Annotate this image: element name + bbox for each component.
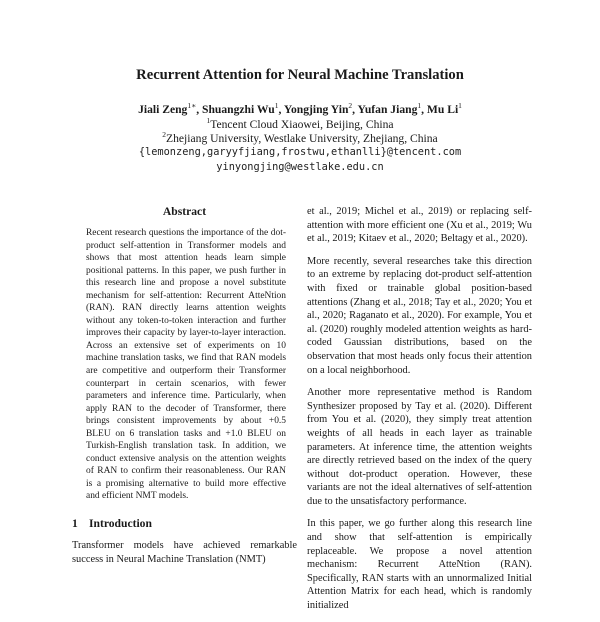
author-name: Yufan Jiang	[357, 102, 418, 116]
affiliation-2	[0, 130, 600, 145]
author-name: Mu Li	[426, 102, 459, 116]
author-mark: 2	[348, 101, 353, 110]
author-name: Shuangzhi Wu	[202, 102, 275, 116]
right-column	[307, 205, 532, 622]
body-paragraph: et al., 2019; Michel et al., 2019) or replacing self-attention with more efficient one (Xu et al., 2019; Wu et al., 2019; Kitaev et al., 2020; Beltagy et al., 2020).	[307, 206, 532, 245]
section-title: Introduction	[89, 517, 152, 531]
body-paragraph: More recently, several researches take this direction to an extreme by replacing dot-product self-attention with fixed or trainable global position-based attentions (Zhang et al., 2018; Tay et al., 2020; You et al., 2020; Raganato et al., 2020). For example, You et al. (2020) roughly modeled attention weights as hard-coded Gaussian distributions, based on the observation that most heads only focus their attention on a local neighborhood.	[307, 255, 532, 376]
email-line-2: yinyongjing@westlake.edu.cn	[216, 161, 384, 173]
author-mark: 1	[417, 101, 422, 110]
affiliation-mark: 2	[162, 130, 167, 139]
section-heading-introduction	[72, 517, 297, 530]
email-line-1: {lemonzeng,garyyfjiang,frostwu,ethanlli}@tencent.com	[138, 146, 462, 158]
body-paragraph: In this paper, we go further along this research line and show that self-attention is empirically replaceable. We propose a novel attention mechanism: Recurrent AtteNtion (RAN). Specifically, RAN starts with an unnormalized Initial Attention Matrix for each head, which is randomly initialized	[307, 518, 532, 612]
section-number: 1	[72, 517, 78, 531]
author-name: Yongjing Yin	[283, 102, 349, 116]
author-name: Jiali Zeng	[138, 102, 188, 116]
left-column	[72, 205, 297, 575]
affiliation-1	[0, 116, 600, 131]
paper-title: Recurrent Attention for Neural Machine Translation	[136, 67, 464, 83]
affiliation-text: Zhejiang University, Westlake University, Zhejiang, China	[166, 131, 438, 145]
author-list: Jiali Zeng$^{1∗}$, Shuangzhi Wu$^1$, Yongjing Yin$^2$, Yufan Jiang$^1$, Mu Li$^1$	[138, 101, 462, 116]
affiliation-text: Tencent Cloud Xiaowei, Beijing, China	[210, 117, 394, 131]
author-mark: 1∗	[187, 101, 197, 110]
author-mark: 1	[458, 101, 462, 110]
author-mark: 1	[274, 101, 279, 110]
abstract-heading: Abstract	[162, 205, 207, 218]
intro-paragraph: Transformer models have achieved remarkable success in Neural Machine Translation (NMT)	[72, 540, 297, 565]
body-paragraph: Another more representative method is Random Synthesizer proposed by Tay et al. (2020). Different from You et al. (2020), they simply treat attention weights of all heads in each layer as trainable parameters. At inference time, the attention weights are directly retrieved based on the index of the query without dot-product operation. However, these variants are not the ideal alternatives of self-attention due to the unsatisfactory performance.	[307, 387, 532, 507]
affiliation-mark: 1	[206, 116, 211, 125]
abstract-text: Recent research questions the importance of the dot-product self-attention in Transformer models and shows that most attention heads learn simple positional patterns. In this paper, we push further in this research line and propose a novel substitute mechanism for self-attention: Recurrent AtteNtion (RAN). RAN directly learns attention weights without any token-to-token interaction and further improves their capacity by layer-to-layer interaction. Across an extensive set of experiments on 10 machine translation tasks, we find that RAN models are competitive and outperform their Transformer counterpart in certain scenarios, with fewer parameters and inference time. Particularly, when apply RAN to the decoder of Transformer, there brings consistent improvements by about +0.5 BLEU on 6 translation tasks and +1.0 BLEU on Turkish-English translation task. In addition, we conduct extensive analysis on the attention weights of RAN to confirm their reasonableness. Our RAN is a promising alternative to build more effective and efficient NMT models.	[86, 228, 286, 502]
